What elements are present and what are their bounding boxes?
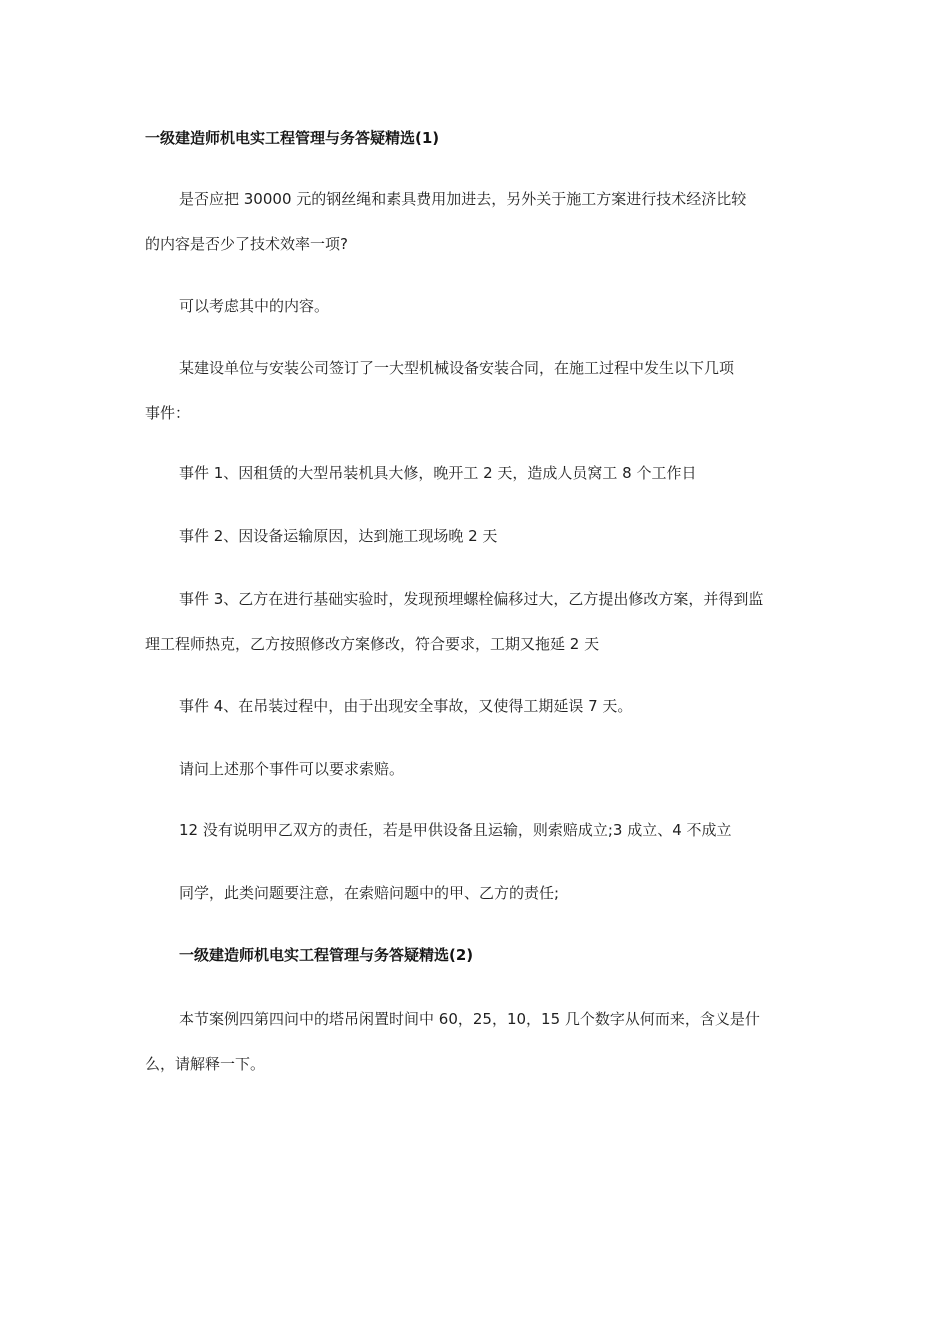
question-2-line-1: 本节案例四第四问中的塔吊闲置时间中 60，25，10，15 几个数字从何而来，含义是什 xyxy=(179,1010,760,1028)
question-2-line-2: 么，请解释一下。 xyxy=(145,1055,266,1073)
event-1: 事件 1、因租赁的大型吊装机具大修，晚开工 2 天，造成人员窝工 8 个工作日 xyxy=(179,464,697,482)
claim-note: 同学，此类问题要注意，在索赔问题中的甲、乙方的责任; xyxy=(179,884,560,902)
event-4: 事件 4、在吊装过程中，由于出现安全事故，又使得工期延误 7 天。 xyxy=(179,697,633,715)
claim-answer: 12 没有说明甲乙双方的责任，若是甲供设备且运输，则索赔成立;3 成立、4 不成立 xyxy=(179,821,732,839)
answer-1: 可以考虑其中的内容。 xyxy=(179,297,330,315)
question-1-line-2: 的内容是否少了技术效率一项? xyxy=(145,235,348,253)
case-intro-line-2: 事件： xyxy=(145,404,191,422)
event-2: 事件 2、因设备运输原因，达到施工现场晚 2 天 xyxy=(179,527,498,545)
case-intro-line-1: 某建设单位与安装公司签订了一大型机械设备安装合同，在施工过程中发生以下几项 xyxy=(179,359,735,377)
question-1-line-1: 是否应把 30000 元的钢丝绳和素具费用加进去，另外关于施工方案进行技术经济比较 xyxy=(179,190,747,208)
event-3-line-2: 理工程师热克，乙方按照修改方案修改，符合要求，工期又拖延 2 天 xyxy=(145,635,600,653)
event-3-line-1: 事件 3、乙方在进行基础实验时，发现预埋螺栓偏移过大，乙方提出修改方案，并得到监 xyxy=(179,590,764,608)
claim-question: 请问上述那个事件可以要求索赔。 xyxy=(179,760,405,778)
section-2-heading: 一级建造师机电实工程管理与务答疑精选(2) xyxy=(179,946,474,964)
section-1-heading: 一级建造师机电实工程管理与务答疑精选(1) xyxy=(145,129,440,147)
